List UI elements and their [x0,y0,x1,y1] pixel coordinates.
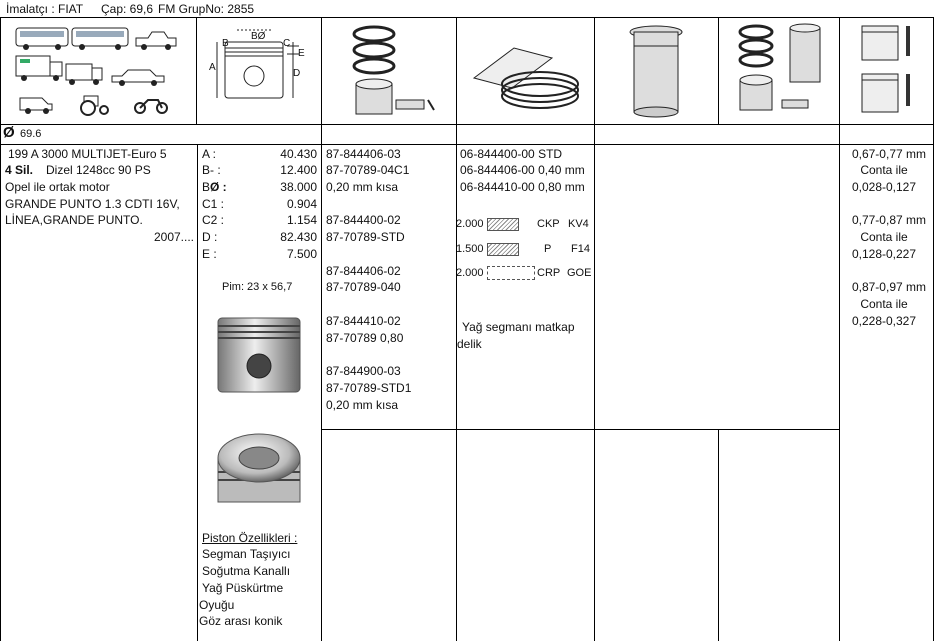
diagram-label-e: E [298,48,305,59]
part-number: 87-70789-STD [326,230,405,244]
piston-feature: Göz arası konik [199,614,283,628]
ring-note: Yağ segmanı matkap [462,320,575,334]
dim-label-d: D : [202,230,218,244]
ring-thickness: 2.000 [456,267,484,279]
grid-line [196,17,197,124]
dim-value-d: 82.430 [280,230,317,244]
piston-feature: Yağ Püskürtme [202,581,284,595]
clearance-label: Conta ile [860,163,908,177]
clearance-label: Conta ile [860,230,908,244]
dim-value-c1: 0.904 [286,197,317,211]
diagram-label-c: C [283,38,291,49]
clearance-value: 0,028-0,127 [851,180,917,194]
grid-line [594,17,595,641]
ring-spec-type: KV4 [568,218,589,230]
clearance-range: 0,67-0,77 mm [851,147,926,161]
ring-spec-type: GOE [567,267,592,279]
ring-thickness: 2.000 [456,218,484,230]
part-number: 87-844900-03 [326,364,401,378]
ring-set-icon [468,38,584,110]
engine-note: Opel ile ortak motor [5,180,110,194]
engine-year: 2007.... [153,230,194,244]
engine-model-1: GRANDE PUNTO 1.3 CDTI 16V, [5,197,180,211]
grid-line [0,17,934,18]
ring-spec-code: CKP [537,218,560,230]
engine-fuel: Dizel 1248cc 90 PS [46,163,151,177]
dim-label-b: B- : [202,163,221,177]
full-kit-icon [732,22,832,120]
ring-code: 06-844406-00 0,40 mm [460,163,585,177]
pin-size: Pim: 23 x 56,7 [222,281,293,293]
ring-spec-type: F14 [571,243,590,255]
piston-feature: Segman Taşıyıcı [202,547,291,561]
ring-profile-icon [487,218,519,231]
clearance-diagram-icon [858,20,922,120]
ring-spec-code: P [544,243,552,255]
grid-line [197,144,198,641]
part-number: 87-70789-STD1 [326,381,412,395]
clearance-range: 0,87-0,97 mm [851,280,926,294]
ring-code: 06-844400-00 STD [460,147,563,161]
ring-note: delik [457,337,482,351]
grid-line [0,17,1,641]
dim-label-bo-letter: B [202,180,211,194]
piston-side-photo [214,314,304,396]
ring-thickness: 1.500 [456,243,484,255]
dim-value-c2: 1.154 [286,213,317,227]
clearance-value: 0,128-0,227 [851,247,917,261]
grid-line [718,17,719,124]
grid-line [0,144,934,145]
dim-value-a: 40.430 [280,147,317,161]
part-number: 87-70789-040 [326,280,401,294]
piston-top-photo [214,424,304,506]
engine-cylinders: 4 Sil. [5,163,34,177]
header-manufacturer: İmalatçı : FIAT [6,2,84,16]
header-bore: Çap: 69,6 [101,2,154,16]
grid-line [0,124,934,125]
clearance-label: Conta ile [860,297,908,311]
grid-line [456,17,457,641]
header-group-no: FM GrupNo: 2855 [158,2,255,16]
dim-value-bo: 38.000 [280,180,317,194]
piston-features-title: Piston Özellikleri : [202,531,298,545]
dim-label-c2: C2 : [202,213,225,227]
ring-code: 06-844410-00 0,80 mm [460,180,585,194]
cylinder-liner-icon [624,24,688,118]
clearance-range: 0,77-0,87 mm [851,213,926,227]
diagram-label-b: B [222,38,229,49]
engine-code: 199 A 3000 MULTIJET-Euro 5 [8,147,167,161]
piston-kit-icon [340,22,440,120]
dim-label-e: E : [202,247,217,261]
piston-feature: Soğutma Kanallı [202,564,291,578]
grid-line [839,17,840,641]
part-note: 0,20 mm kısa [326,180,399,194]
piston-feature: Oyuğu [199,598,235,612]
vehicles-icon [12,22,190,118]
ring-spec-code: CRP [537,267,561,279]
dim-value-e: 7.500 [286,247,317,261]
part-number: 87-844400-02 [326,213,401,227]
diagram-label-bo: BØ [251,31,266,42]
dim-value-b: 12.400 [280,163,317,177]
part-number: 87-70789-04C1 [326,163,410,177]
diagram-label-a: A [209,62,216,73]
dim-label-bo-symbol: Ø : [210,180,227,194]
engine-model-2: LİNEA,GRANDE PUNTO. [5,213,143,227]
grid-line [321,429,839,430]
part-number: 87-70789 0,80 [326,331,404,345]
part-note: 0,20 mm kısa [326,398,399,412]
diameter-label: 69.6 [20,128,42,140]
part-number: 87-844410-02 [326,314,401,328]
dim-label-bo [202,179,227,195]
grid-line [718,429,719,641]
part-number: 87-844406-02 [326,264,401,278]
dim-label-c1: C1 : [202,197,225,211]
oil-ring-profile-icon [487,266,535,280]
part-number: 87-844406-03 [326,147,401,161]
grid-line [321,17,322,641]
ring-profile-icon [487,243,519,256]
clearance-value: 0,228-0,327 [851,314,917,328]
diameter-icon: Ø [3,124,15,141]
dim-label-a: A : [202,147,217,161]
diagram-label-d: D [293,68,301,79]
